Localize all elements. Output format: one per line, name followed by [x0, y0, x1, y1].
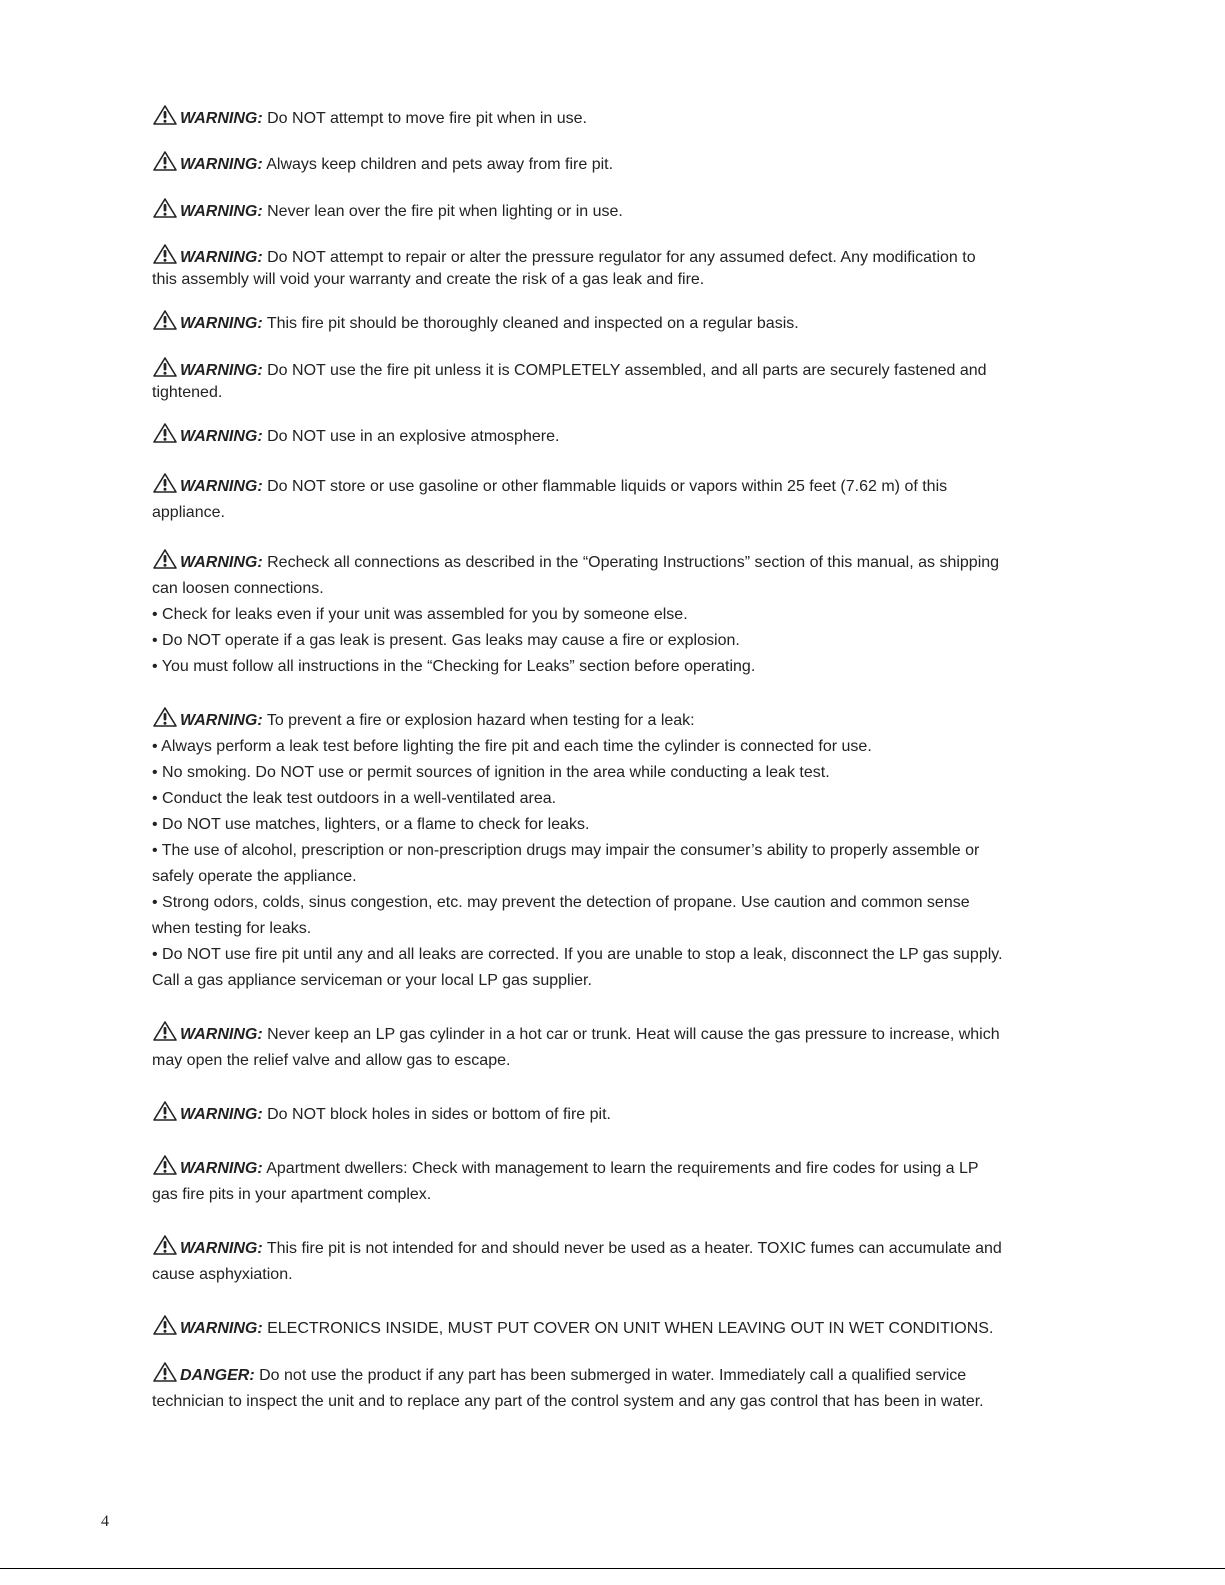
- bullet-item: • You must follow all instructions in the “Checking for Leaks” section before operating.: [152, 658, 756, 675]
- warning-block: [152, 706, 1070, 994]
- page-number: 4: [101, 1513, 109, 1530]
- warning-label: WARNING:: [180, 428, 263, 445]
- warning-label: WARNING:: [180, 1320, 263, 1337]
- warning-block: [152, 1314, 1070, 1342]
- warning-line: [152, 1020, 1070, 1048]
- warning-label: WARNING:: [180, 249, 263, 266]
- warning-line: [152, 706, 1070, 734]
- warning-label: WARNING:: [180, 110, 263, 127]
- warning-label: WARNING:: [180, 1240, 263, 1257]
- warning-continuation: can loosen connections.: [152, 580, 324, 597]
- warning-label: WARNING:: [180, 156, 263, 173]
- warning-continuation: gas fire pits in your apartment complex.: [152, 1186, 432, 1203]
- warning-text: Recheck all connections as described in the “Operating Instructions” section of this manual, as shipping: [267, 554, 1000, 571]
- warning-triangle-icon: [152, 150, 178, 172]
- warning-block: [152, 1361, 1070, 1415]
- danger-label: DANGER:: [180, 1367, 255, 1384]
- warning-triangle-icon: [152, 422, 178, 444]
- warning-triangle-icon: [152, 1154, 178, 1176]
- bullet-item: • Strong odors, colds, sinus congestion, etc. may prevent the detection of propane. Use caution and common sense: [152, 894, 970, 911]
- warning-block: [152, 1020, 1070, 1074]
- warning-triangle-icon: [152, 243, 178, 265]
- warning-triangle-icon: [152, 1100, 178, 1122]
- warning-triangle-icon: [152, 472, 178, 494]
- warning-triangle-icon: [152, 1234, 178, 1256]
- warning-text: This fire pit should be thoroughly cleaned and inspected on a regular basis.: [266, 315, 799, 332]
- warning-block: [152, 548, 1070, 680]
- bullet-item: Call a gas appliance serviceman or your local LP gas supplier.: [152, 972, 592, 989]
- warning-line: [152, 1154, 1070, 1182]
- warning-text: Never keep an LP gas cylinder in a hot car or trunk. Heat will cause the gas pressure to increase, which: [267, 1026, 1000, 1043]
- warning-label: WARNING:: [180, 478, 263, 495]
- page-bottom-rule: [0, 1568, 1225, 1569]
- warning-text: Do NOT use in an explosive atmosphere.: [267, 428, 560, 445]
- warning-line: [152, 1361, 1070, 1389]
- warning-block: [152, 104, 1070, 132]
- warning-line: [152, 309, 1070, 337]
- warning-text: Do NOT block holes in sides or bottom of fire pit.: [267, 1106, 611, 1123]
- warning-continuation: this assembly will void your warranty and create the risk of a gas leak and fire.: [152, 271, 705, 288]
- warning-label: WARNING:: [180, 203, 263, 220]
- warning-block: [152, 197, 1070, 225]
- warning-block: [152, 1234, 1070, 1288]
- warning-text: Always keep children and pets away from fire pit.: [266, 156, 614, 173]
- warning-block: [152, 243, 1070, 293]
- warning-block: [152, 356, 1070, 406]
- warning-line: [152, 197, 1070, 225]
- warning-text: Do NOT store or use gasoline or other flammable liquids or vapors within 25 feet (7.62 m) of this: [267, 478, 948, 495]
- warning-triangle-icon: [152, 706, 178, 728]
- warnings-list: [152, 104, 1070, 1415]
- warning-block: [152, 1154, 1070, 1208]
- warning-triangle-icon: [152, 1020, 178, 1042]
- bullet-item: when testing for leaks.: [152, 920, 312, 937]
- warning-block: [152, 422, 1070, 450]
- bullet-item: • Check for leaks even if your unit was assembled for you by someone else.: [152, 606, 688, 623]
- warning-block: [152, 1100, 1070, 1128]
- danger-triangle-icon: [152, 1361, 178, 1383]
- warning-label: WARNING:: [180, 1026, 263, 1043]
- bullet-item: • Do NOT use matches, lighters, or a flame to check for leaks.: [152, 816, 590, 833]
- warning-triangle-icon: [152, 309, 178, 331]
- warning-continuation: tightened.: [152, 384, 223, 401]
- warning-label: WARNING:: [180, 362, 263, 379]
- bullet-item: • No smoking. Do NOT use or permit sources of ignition in the area while conducting a leak test.: [152, 764, 830, 781]
- bullet-item: • Always perform a leak test before lighting the fire pit and each time the cylinder is connected for use.: [152, 738, 872, 755]
- warning-continuation: technician to inspect the unit and to replace any part of the control system and any gas control that has been in water.: [152, 1393, 984, 1410]
- warning-label: WARNING:: [180, 554, 263, 571]
- bullet-item: • The use of alcohol, prescription or non-prescription drugs may impair the consumer’s ability to properly assemble or: [152, 842, 980, 859]
- warning-continuation: may open the relief valve and allow gas to escape.: [152, 1052, 511, 1069]
- warning-line: [152, 1314, 1070, 1342]
- warning-line: [152, 548, 1070, 576]
- warning-triangle-icon: [152, 1314, 178, 1336]
- warning-continuation: appliance.: [152, 504, 225, 521]
- warning-line: [152, 356, 1070, 384]
- warning-line: [152, 104, 1070, 132]
- warning-continuation: cause asphyxiation.: [152, 1266, 293, 1283]
- warning-text: Apartment dwellers: Check with management to learn the requirements and fire codes for using a LP: [266, 1160, 979, 1177]
- warning-label: WARNING:: [180, 315, 263, 332]
- warning-line: [152, 1100, 1070, 1128]
- warning-triangle-icon: [152, 197, 178, 219]
- warning-text: Do NOT attempt to repair or alter the pressure regulator for any assumed defect. Any modification to: [267, 249, 976, 266]
- warning-text: To prevent a fire or explosion hazard when testing for a leak:: [266, 712, 695, 729]
- warning-triangle-icon: [152, 356, 178, 378]
- warning-line: [152, 150, 1070, 178]
- warning-text: This fire pit is not intended for and should never be used as a heater. TOXIC fumes can accumulate and: [266, 1240, 1002, 1257]
- warning-line: [152, 1234, 1070, 1262]
- warning-text: Do not use the product if any part has been submerged in water. Immediately call a qualified service: [259, 1367, 967, 1384]
- warning-block: [152, 472, 1070, 526]
- warning-text: Never lean over the fire pit when lighting or in use.: [267, 203, 623, 220]
- warning-text: Do NOT use the fire pit unless it is COMPLETELY assembled, and all parts are securely fastened and: [267, 362, 987, 379]
- warning-line: [152, 422, 1070, 450]
- warning-label: WARNING:: [180, 1160, 263, 1177]
- bullet-item: • Conduct the leak test outdoors in a well-ventilated area.: [152, 790, 557, 807]
- warning-triangle-icon: [152, 548, 178, 570]
- warning-label: WARNING:: [180, 712, 263, 729]
- bullet-item: • Do NOT use fire pit until any and all leaks are corrected. If you are unable to stop a leak, disconnect the LP gas supply.: [152, 946, 1003, 963]
- warning-text: Do NOT attempt to move fire pit when in use.: [267, 110, 587, 127]
- warning-triangle-icon: [152, 104, 178, 126]
- warning-text: ELECTRONICS INSIDE, MUST PUT COVER ON UNIT WHEN LEAVING OUT IN WET CONDITIONS.: [267, 1320, 994, 1337]
- bullet-item: safely operate the appliance.: [152, 868, 357, 885]
- warning-line: [152, 472, 1070, 500]
- warning-block: [152, 150, 1070, 178]
- warning-block: [152, 309, 1070, 337]
- warning-label: WARNING:: [180, 1106, 263, 1123]
- bullet-item: • Do NOT operate if a gas leak is present. Gas leaks may cause a fire or explosion.: [152, 632, 740, 649]
